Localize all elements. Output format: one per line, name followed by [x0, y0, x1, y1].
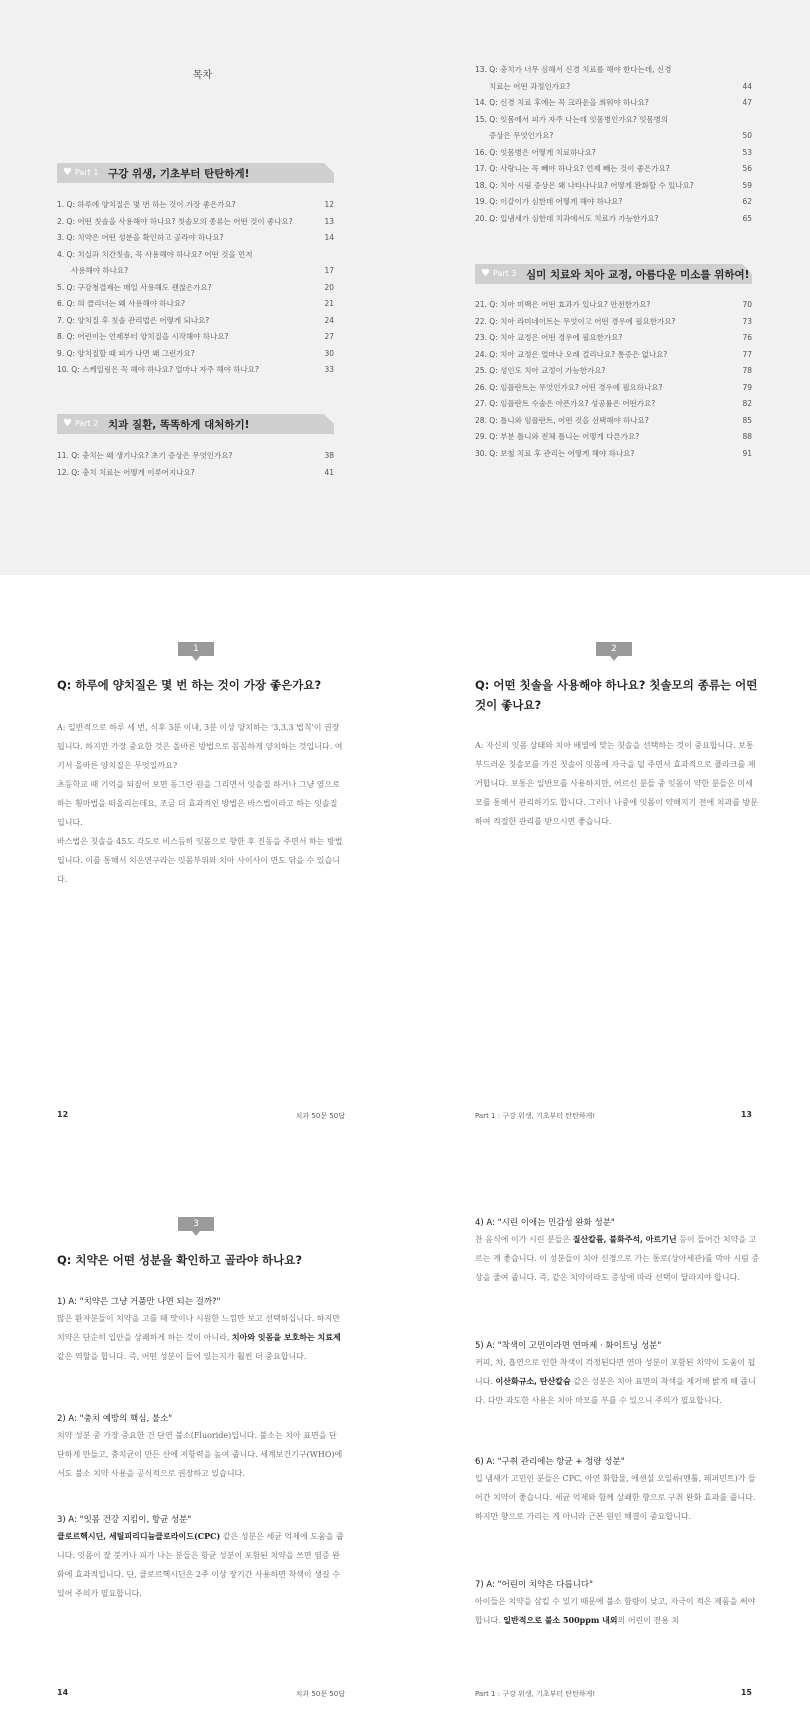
toc-item[interactable]: [475, 396, 752, 413]
question-title: Q: 어떤 칫솔을 사용해야 하나요? 칫솔모의 종류는 어떤 것이 좋나요?: [475, 678, 758, 712]
part1-label: Part 1: [75, 168, 99, 177]
tooth-icon: ♥: [63, 418, 72, 429]
toc-item[interactable]: [475, 194, 752, 211]
part3-label: Part 3: [493, 269, 517, 278]
section-body: 치약 성분 중 가장 중요한 건 단연 불소(Fluoride)입니다. 불소는 치아 표면을 단단하게 만들고, 충치균이 만든 산에 저항력을 높여 줍니다. 세계보건기구(WHO)에서도 불소 치약 사용을 공식적으로 권장하고 있습니다.: [57, 1431, 343, 1478]
question-number-tab: 3: [178, 1217, 214, 1231]
toc-item-title: 18. Q: 치아 시림 증상은 왜 나타나나요? 어떻게 완화할 수 있나요?: [475, 180, 694, 190]
page-number: 12: [57, 1110, 69, 1119]
toc-item[interactable]: [57, 197, 334, 214]
toc-item[interactable]: [57, 214, 334, 231]
toc-item-page: 12: [324, 200, 334, 209]
part3-title: 심미 치료와 치아 교정, 아름다운 미소를 위하여!: [526, 269, 750, 281]
toc-spread: [0, 0, 810, 575]
running-footer: Part 1 : 구강 위생, 기초부터 탄탄하게!: [475, 1690, 596, 1698]
toc-item-page: 38: [324, 451, 334, 460]
toc-item-title: 30. Q: 보철 치료 후 관리는 어떻게 해야 하나요?: [475, 448, 635, 458]
toc-item-page: 21: [324, 299, 334, 308]
toc-item-title: 사용해야 하나요?: [71, 266, 129, 275]
toc-item[interactable]: [475, 79, 752, 96]
toc-item-page: 82: [742, 399, 752, 408]
toc-item-page: 41: [324, 467, 334, 477]
toc-item-title: 25. Q: 성인도 치아 교정이 가능한가요?: [475, 366, 606, 375]
tooth-icon: ♥: [481, 268, 490, 279]
section-body: 찬 음식에 이가 시린 분들은 질산칼륨, 불화주석, 아르기닌 등이 들어간 치약을 고르는 게 좋습니다. 이 성분들이 치아 신경으로 가는 통로(상아세관)를 막아 시림 증상을 줄여 줍니다. 즉, 같은 치약이라도 증상에 따라 선택이 달라지야 합니다.: [475, 1234, 760, 1282]
toc-item-page: 47: [742, 98, 752, 107]
toc-item-title: 12. Q: 충치 치료는 어떻게 이루어지나요?: [57, 467, 195, 477]
toc-item-page: 13: [324, 216, 334, 226]
toc-item-title: 17. Q: 사랑니는 꼭 빼야 하나요? 언제 빼는 것이 좋은가요?: [475, 164, 670, 173]
part2-banner: [57, 414, 334, 434]
toc-item-page: 65: [742, 213, 752, 223]
toc-item-title: 15. Q: 잇몸에서 피가 자주 나는데 잇몸병인가요? 잇몸병의: [475, 114, 669, 124]
part2-label: Part 2: [75, 419, 99, 428]
toc-item-title: 21. Q: 치아 미백은 어떤 효과가 있나요? 안전한가요?: [475, 300, 651, 309]
toc-item-title: 4. Q: 치실과 치간칫솔, 꼭 사용해야 하나요? 어떤 것을 먼저: [57, 249, 253, 259]
paragraph: A: 일반적으로 하루 세 번, 식후 3분 이내, 3분 이상 양치하는 '3,3,3 법칙'이 권장됩니다. 하지만 가장 중요한 것은 올바른 방법으로 꼼꼼하게 양치하는 것입니다. 여기서 올바른 양치질은 무엇일까요?: [57, 723, 343, 770]
toc-item-page: 53: [742, 147, 752, 157]
toc-item[interactable]: [475, 161, 752, 178]
toc-item[interactable]: [475, 62, 752, 79]
toc-item-page: 70: [742, 300, 752, 309]
page-number: 14: [57, 1688, 69, 1697]
toc-item[interactable]: [57, 263, 334, 280]
toc-item-title: 증상은 무엇인가요?: [489, 131, 554, 140]
question-number-tab: 2: [596, 642, 632, 656]
toc-item-page: 62: [742, 197, 752, 206]
toc-item[interactable]: [475, 314, 752, 331]
toc-item-title: 14. Q: 신경 치료 후에는 꼭 크라운을 씌워야 하나요?: [475, 98, 649, 107]
toc-list-part2: [57, 448, 334, 481]
paragraph: A: 자신의 잇몸 상태와 치아 배열에 맞는 칫솔을 선택하는 것이 중요합니다. 보통 부드러운 칫솔모를 가진 칫솔이 잇몸에 자극을 덜 주면서 효과적으로 플라크를 제거합니다. 보통은 일반모를 사용하지만, 어르신 분들 중 잇몸이 약한 분들은 미세모를 통해서 관리하기도 합니다. 그러나 나중에 잇몸이 약해지기 전에 치과를 방문하여 적절한 관리를 받으시면 좋습니다.: [475, 741, 758, 826]
part3-banner: [475, 264, 752, 284]
question-title: Q: 하루에 양치질은 몇 번 하는 것이 가장 좋은가요?: [57, 678, 322, 692]
toc-item-page: 30: [324, 348, 334, 358]
toc-item-title: 16. Q: 잇몸병은 어떻게 치료하나요?: [475, 147, 596, 157]
toc-item-title: 27. Q: 임플란트 수술은 아픈가요? 성공률은 어떤가요?: [475, 399, 656, 408]
toc-item-page: 33: [324, 365, 334, 374]
section-heading: 4) A: "시린 이에는 민감성 완화 성분": [475, 1218, 615, 1228]
toc-item-title: 3. Q: 치약은 어떤 성분을 확인하고 골라야 하나요?: [57, 233, 224, 242]
toc-item[interactable]: [475, 178, 752, 195]
toc-item[interactable]: [57, 247, 334, 264]
toc-item-page: 50: [742, 131, 752, 140]
answer-body: [475, 736, 760, 831]
section-body: 클로르헥시딘, 세틸피리디늄클로라이드(CPC) 같은 성분은 세균 억제에 도움을 줍니다. 잇몸이 잘 붓거나 피가 나는 분들은 항균 성분이 포함된 치약을 쓰면 염증 완화에 효과적입니다. 단, 클로르헥시딘은 2주 이상 장기간 사용하면 착색이 생길 수 있어 주의가 필요합니다.: [57, 1531, 344, 1598]
toc-item-page: 85: [742, 415, 752, 425]
toc-item[interactable]: [57, 465, 334, 482]
toc-item[interactable]: [475, 128, 752, 145]
toc-item[interactable]: [475, 413, 752, 430]
toc-title: 목차: [192, 70, 213, 81]
toc-item[interactable]: [57, 346, 334, 363]
toc-item-title: 29. Q: 부분 틀니와 전체 틀니는 어떻게 다른가요?: [475, 432, 640, 441]
pages-14-15: [0, 1150, 810, 1725]
section-body: 아이들은 치약을 삼킬 수 있기 때문에 불소 함량이 낮고, 자극이 적은 제품을 써야 합니다. 일반적으로 불소 500ppm 내외의 어린이 전용 치: [475, 1597, 756, 1625]
running-footer: Part 1 : 구강 위생, 기초부터 탄탄하게!: [475, 1112, 596, 1120]
toc-item[interactable]: [57, 230, 334, 247]
toc-item[interactable]: [475, 145, 752, 162]
part1-title: 구강 위생, 기초부터 탄탄하게!: [108, 168, 250, 180]
toc-item-title: 6. Q: 혀 클리너는 왜 사용해야 하나요?: [57, 299, 186, 308]
toc-item-page: 79: [742, 382, 752, 392]
toc-item-title: 치료는 어떤 과정인가요?: [489, 81, 571, 91]
toc-list-right: [475, 62, 752, 227]
toc-item-page: 20: [324, 282, 334, 292]
section-body: 입 냄새가 고민인 분들은 CPC, 아연 화합물, 에센셜 오일류(멘톨, 페퍼민트)가 들어간 치약이 좋습니다. 세균 억제와 함께 상쾌한 향으로 구취 완화 효과를 줍니다. 하지만 향으로 가리는 게 아니라 근본 원인 해결이 중요합니다.: [475, 1474, 756, 1521]
toc-item-title: 19. Q: 이갈이가 심한데 어떻게 해야 하나요?: [475, 197, 623, 206]
toc-list-part3: [475, 297, 752, 462]
toc-item-page: 56: [742, 164, 752, 173]
section-heading: 3) A: "잇몸 건강 지킴이, 항균 성분": [57, 1515, 192, 1525]
question-title: Q: 치약은 어떤 성분을 확인하고 골라야 하나요?: [57, 1253, 303, 1267]
toc-item-title: 26. Q: 임플란트는 무엇인가요? 어떤 경우에 필요하나요?: [475, 382, 663, 392]
paragraph: 초등학교 때 기억을 되짚어 보면 동그란 원을 그리면서 잇솔질 하거나 그냥 옆으로 하는 횡마법을 떠올리는데요, 조금 더 효과적인 방법은 바스법이라고 하는 잇솔질입니다.: [57, 780, 340, 827]
part1-banner: [57, 163, 334, 183]
tooth-icon: ♥: [63, 167, 72, 178]
toc-item-title: 24. Q: 치아 교정은 얼마나 오래 걸리나요? 통증은 없나요?: [475, 349, 668, 359]
toc-item[interactable]: [57, 329, 334, 346]
toc-item-page: 91: [742, 448, 752, 458]
section-body: 많은 환자분들이 치약을 고를 때 맛이나 시원한 느낌만 보고 선택하십니다. 하지만 치약은 단순히 입안을 상쾌하게 하는 것이 아니라, 치아와 잇몸을 보호하는 치료제 같은 역할을 합니다. 즉, 어떤 성분이 들어 있는지가 훨씬 더 중요합니다.: [57, 1314, 341, 1361]
toc-item-title: 5. Q: 구강청결제는 매일 사용해도 괜찮은가요?: [57, 282, 212, 292]
page-number: 15: [740, 1688, 752, 1697]
toc-item-title: 22. Q: 치아 라미네이트는 무엇이고 어떤 경우에 필요한가요?: [475, 316, 676, 326]
toc-item[interactable]: [475, 297, 752, 314]
toc-item-page: 59: [742, 180, 752, 190]
toc-item[interactable]: [57, 362, 334, 379]
toc-item-page: 88: [742, 432, 752, 441]
toc-item-page: 14: [324, 233, 334, 242]
section-heading: 5) A: "착색이 고민이라면 연마제 · 화이트닝 성분": [475, 1341, 662, 1351]
toc-item-title: 8. Q: 어린이는 언제부터 양치질을 시작해야 하나요?: [57, 332, 229, 341]
toc-item[interactable]: [475, 95, 752, 112]
toc-item-page: 78: [742, 366, 752, 375]
toc-item-title: 13. Q: 충치가 너무 심해서 신경 치료를 해야 한다는데, 신경: [475, 65, 672, 74]
section-heading: 6) A: "구취 관리에는 항균 + 청량 성분": [475, 1457, 625, 1467]
toc-item-page: 17: [324, 266, 334, 275]
toc-item[interactable]: [475, 347, 752, 364]
toc-item[interactable]: [475, 363, 752, 380]
toc-item[interactable]: [57, 313, 334, 330]
question-number-tab: 1: [178, 642, 214, 656]
running-footer: 치과 50문 50답: [295, 1690, 345, 1698]
answer-body: [57, 718, 344, 889]
toc-item-page: 27: [324, 332, 334, 341]
toc-item-title: 23. Q: 치아 교정은 어떤 경우에 필요한가요?: [475, 333, 623, 342]
toc-item[interactable]: [475, 211, 752, 228]
toc-item[interactable]: [475, 330, 752, 347]
toc-item-title: 1. Q: 하루에 양치질은 몇 번 하는 것이 가장 좋은가요?: [57, 200, 236, 209]
toc-item-title: 20. Q: 입냄새가 심한데 치과에서도 치료가 가능한가요?: [475, 213, 659, 223]
toc-item-title: 10. Q: 스케일링은 꼭 해야 하나요? 얼마나 자주 해야 하나요?: [57, 365, 259, 374]
toc-item[interactable]: [57, 448, 334, 465]
toc-list-part1: [57, 197, 334, 379]
toc-item[interactable]: [57, 280, 334, 297]
toc-item[interactable]: [57, 296, 334, 313]
toc-item-page: 77: [742, 349, 752, 359]
paragraph: 바스법은 칫솔을 45도 각도로 비스듬히 잇몸으로 향한 후 진동을 주면서 하는 방법입니다. 이를 통해서 치은연구라는 잇몸부위와 치아 사이사이 면도 닦을 수 있습니다.: [57, 837, 343, 884]
toc-item[interactable]: [475, 446, 752, 463]
toc-item-title: 2. Q: 어떤 칫솔을 사용해야 하나요? 칫솔모의 종류는 어떤 것이 좋나요?: [57, 216, 293, 226]
toc-item-page: 24: [324, 315, 334, 325]
pages-12-13: [0, 575, 810, 1150]
toc-item-title: 9. Q: 양치질할 때 피가 나면 왜 그런가요?: [57, 348, 195, 358]
section-heading: 2) A: "충치 예방의 핵심, 불소": [57, 1414, 173, 1424]
toc-item[interactable]: [475, 112, 752, 129]
running-footer: 치과 50문 50답: [295, 1112, 345, 1120]
toc-item-title: 11. Q: 충치는 왜 생기나요? 초기 증상은 무엇인가요?: [57, 451, 233, 460]
toc-item-page: 76: [742, 333, 752, 342]
part2-title: 치과 질환, 똑똑하게 대처하기!: [108, 419, 250, 431]
toc-item-page: 73: [742, 316, 752, 326]
toc-item[interactable]: [475, 380, 752, 397]
page-number: 13: [740, 1110, 752, 1119]
section-heading: 7) A: "어린이 치약은 다릅니다": [475, 1580, 593, 1590]
toc-item-page: 44: [742, 81, 752, 91]
toc-item[interactable]: [475, 429, 752, 446]
section-heading: 1) A: "치약은 그냥 거품만 나면 되는 걸까?": [57, 1297, 221, 1307]
toc-item-title: 7. Q: 양치질 후 칫솔 관리법은 어떻게 되나요?: [57, 315, 210, 325]
section-body: 커피, 차, 흡연으로 인한 착색이 걱정된다면 연마 성분이 포함된 치약이 도움이 됩니다. 이산화규소, 탄산칼슘 같은 성분은 치아 표면의 착색을 제거해 밝게 해 줍니다. 다만 과도한 사용은 치아 마모를 부를 수 있으니 주의가 필요합니다.: [475, 1358, 756, 1405]
toc-item-title: 28. Q: 틀니와 임플란트, 어떤 것을 선택해야 하나요?: [475, 415, 649, 425]
